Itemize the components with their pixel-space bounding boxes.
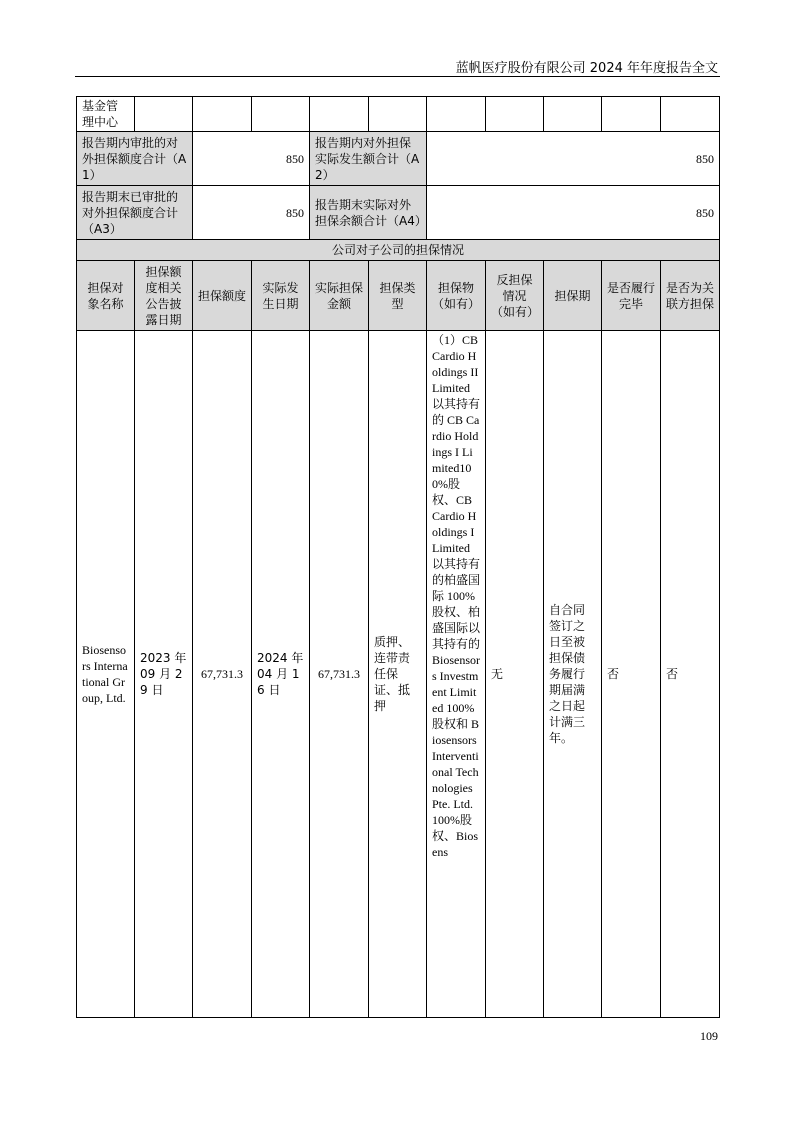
cell-target: Biosensors International Group, Ltd. <box>77 331 135 1018</box>
a1-label: 报告期内审批的对外担保额度合计（A1） <box>77 132 193 186</box>
a2-label: 报告期内对外担保实际发生额合计（A2） <box>310 132 427 186</box>
col-header-actual-amount: 实际担保金额 <box>310 261 369 331</box>
cell-disclosure-date: 2023 年 09 月 29 日 <box>135 331 193 1018</box>
summary-row-a1-a2 <box>77 132 720 186</box>
prev-row-name: 基金管理中心 <box>77 97 135 132</box>
a3-value: 850 <box>193 186 310 240</box>
header-divider <box>75 76 720 77</box>
a3-label: 报告期末已审批的对外担保额度合计（A3） <box>77 186 193 240</box>
col-header-amount: 担保额度 <box>193 261 252 331</box>
a1-value: 850 <box>193 132 310 186</box>
cell-related-party: 否 <box>661 331 720 1018</box>
prev-table-row <box>77 97 720 132</box>
col-header-completed: 是否履行完毕 <box>602 261 661 331</box>
section-title: 公司对子公司的担保情况 <box>77 240 720 261</box>
page-number: 109 <box>700 1029 718 1043</box>
cell-actual-amount: 67,731.3 <box>310 331 369 1018</box>
cell-completed: 否 <box>602 331 661 1018</box>
a4-label: 报告期末实际对外担保余额合计（A4） <box>310 186 427 240</box>
col-header-type: 担保类型 <box>369 261 427 331</box>
col-header-period: 担保期 <box>544 261 602 331</box>
cell-amount: 67,731.3 <box>193 331 252 1018</box>
col-header-disclosure-date: 担保额度相关公告披露日期 <box>135 261 193 331</box>
report-header-title: 蓝帆医疗股份有限公司 2024 年年度报告全文 <box>455 61 718 76</box>
cell-type: 质押、连带责任保证、抵押 <box>369 331 427 1018</box>
cell-counter-guarantee: 无 <box>486 331 544 1018</box>
a2-value: 850 <box>427 132 720 186</box>
col-header-collateral: 担保物（如有） <box>427 261 486 331</box>
col-header-target: 担保对象名称 <box>77 261 135 331</box>
summary-row-a3-a4 <box>77 186 720 240</box>
cell-collateral: （1）CB Cardio Holdings II Limited 以其持有的 CB Cardio Holdings I Limited100%股权、CB Cardio Holdings I Limited 以其持有的柏盛国际 100%股权、柏盛国际以其持有的 Biosensors Investment Limited 100%股权和 Biosensors Interventional Technologies Pte. Ltd. 100%股权、Biosens <box>427 331 486 1018</box>
col-header-actual-date: 实际发生日期 <box>252 261 310 331</box>
col-header-counter-guarantee: 反担保情况（如有） <box>486 261 544 331</box>
table-row <box>77 331 720 1018</box>
guarantee-table <box>76 96 720 1018</box>
cell-period: 自合同签订之日至被担保债务履行期届满之日起计满三年。 <box>544 331 602 1018</box>
column-header-row <box>77 261 720 331</box>
a4-value: 850 <box>427 186 720 240</box>
col-header-related-party: 是否为关联方担保 <box>661 261 720 331</box>
cell-actual-date: 2024 年 04 月 16 日 <box>252 331 310 1018</box>
section-title-row <box>77 240 720 261</box>
